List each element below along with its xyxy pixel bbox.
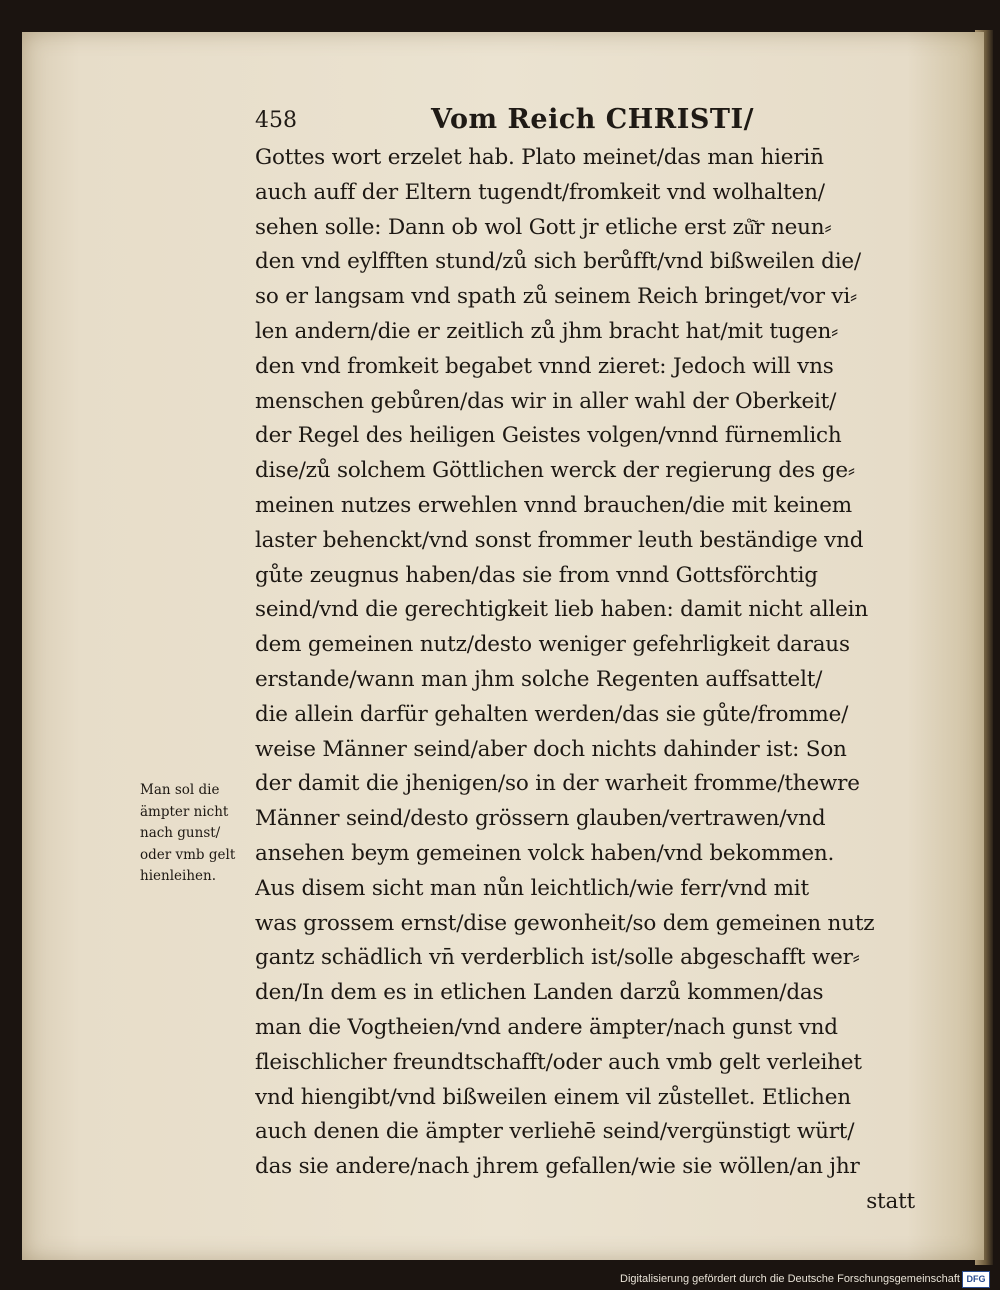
text-line: den vnd fromkeit begabet vnnd zieret: Jedoch will vns [255, 353, 834, 379]
text-line: die allein darfür gehalten werden/das sie gůte/fromme/ [255, 701, 849, 727]
text-line: sehen solle: Dann ob wol Gott jr etliche erst zů͂r neun⸗ [255, 214, 832, 240]
footer-bar [0, 1290, 1000, 1298]
text-line: erstande/wann man jhm solche Regenten auffsattelt/ [255, 666, 823, 692]
text-line: Gottes wort erzelet hab. Plato meinet/das man hierin̄ [255, 145, 824, 170]
body-text [255, 141, 915, 1220]
text-line: meinen nutzes erwehlen vnnd brauchen/die mit keinem [255, 492, 852, 518]
page-header [255, 104, 935, 140]
running-title: Vom Reich CHRISTI/ [431, 104, 754, 135]
margin-note-line: Man sol die [140, 782, 220, 798]
text-line: Aus disem sicht man nůn leichtlich/wie ferr/vnd mit [255, 875, 809, 901]
text-line: was grossem ernst/dise gewonheit/so dem gemeinen nutz [255, 910, 875, 936]
text-line: laster behenckt/vnd sonst frommer leuth beständige vnd [255, 527, 864, 553]
text-line: weise Männer seind/aber doch nichts dahinder ist: Son [255, 736, 847, 762]
text-line: vnd hiengibt/vnd bißweilen einem vil zůstellet. Etlichen [255, 1084, 851, 1110]
text-line: man die Vogtheien/vnd andere ämpter/nach gunst vnd [255, 1014, 838, 1040]
text-line: ansehen beym gemeinen volck haben/vnd bekommen. [255, 840, 835, 866]
margin-note [140, 780, 258, 888]
text-line: das sie andere/nach jhrem gefallen/wie sie wöllen/an jhr [255, 1154, 860, 1180]
text-line: seind/vnd die gerechtigkeit lieb haben: damit nicht allein [255, 597, 869, 623]
text-line: gantz schädlich vn̄ verderblich ist/solle abgeschafft wer⸗ [255, 945, 860, 971]
catchword: statt [866, 1188, 915, 1214]
text-line: den/In dem es in etlichen Landen darzů kommen/das [255, 980, 824, 1006]
page-number: 458 [255, 108, 297, 133]
text-line: der damit die jhenigen/so in der warheit fromme/thewre [255, 771, 860, 797]
text-line: len andern/die er zeitlich zů jhm bracht hat/mit tugen⸗ [255, 318, 839, 344]
text-line: menschen gebůren/das wir in aller wahl der Oberkeit/ [255, 388, 837, 414]
text-line: Männer seind/desto grössern glauben/vertrawen/vnd [255, 806, 826, 832]
margin-note-line: nach gunst/ [140, 825, 221, 842]
text-line: fleischlicher freundtschafft/oder auch vmb gelt verleihet [255, 1049, 862, 1075]
text-line: so er langsam vnd spath zů seinem Reich bringet/vor vi⸗ [255, 284, 858, 310]
text-line: der Regel des heiligen Geistes volgen/vnnd fürnemlich [255, 423, 842, 449]
text-line: auch denen die ämpter verliehē seind/vergünstigt würt/ [255, 1119, 855, 1145]
margin-note-line: hienleihen. [140, 868, 216, 885]
margin-note-line: ämpter nicht [140, 803, 229, 820]
text-line: gůte zeugnus haben/das sie from vnnd Gottsförchtig [255, 562, 818, 588]
footer-credit: Digitalisierung gefördert durch die Deutsche Forschungsgemeinschaft [620, 1273, 960, 1285]
text-line: auch auff der Eltern tugendt/fromkeit vnd wolhalten/ [255, 179, 825, 205]
text-line: dem gemeinen nutz/desto weniger gefehrligkeit daraus [255, 632, 850, 658]
text-line: den vnd eylfften stund/zů sich berůfft/vnd bißweilen die/ [255, 249, 861, 275]
text-line: dise/zů solchem Göttlichen werck der regierung des ge⸗ [255, 458, 855, 484]
dfg-logo: DFG [962, 1271, 990, 1288]
margin-note-line: oder vmb gelt [140, 846, 236, 863]
